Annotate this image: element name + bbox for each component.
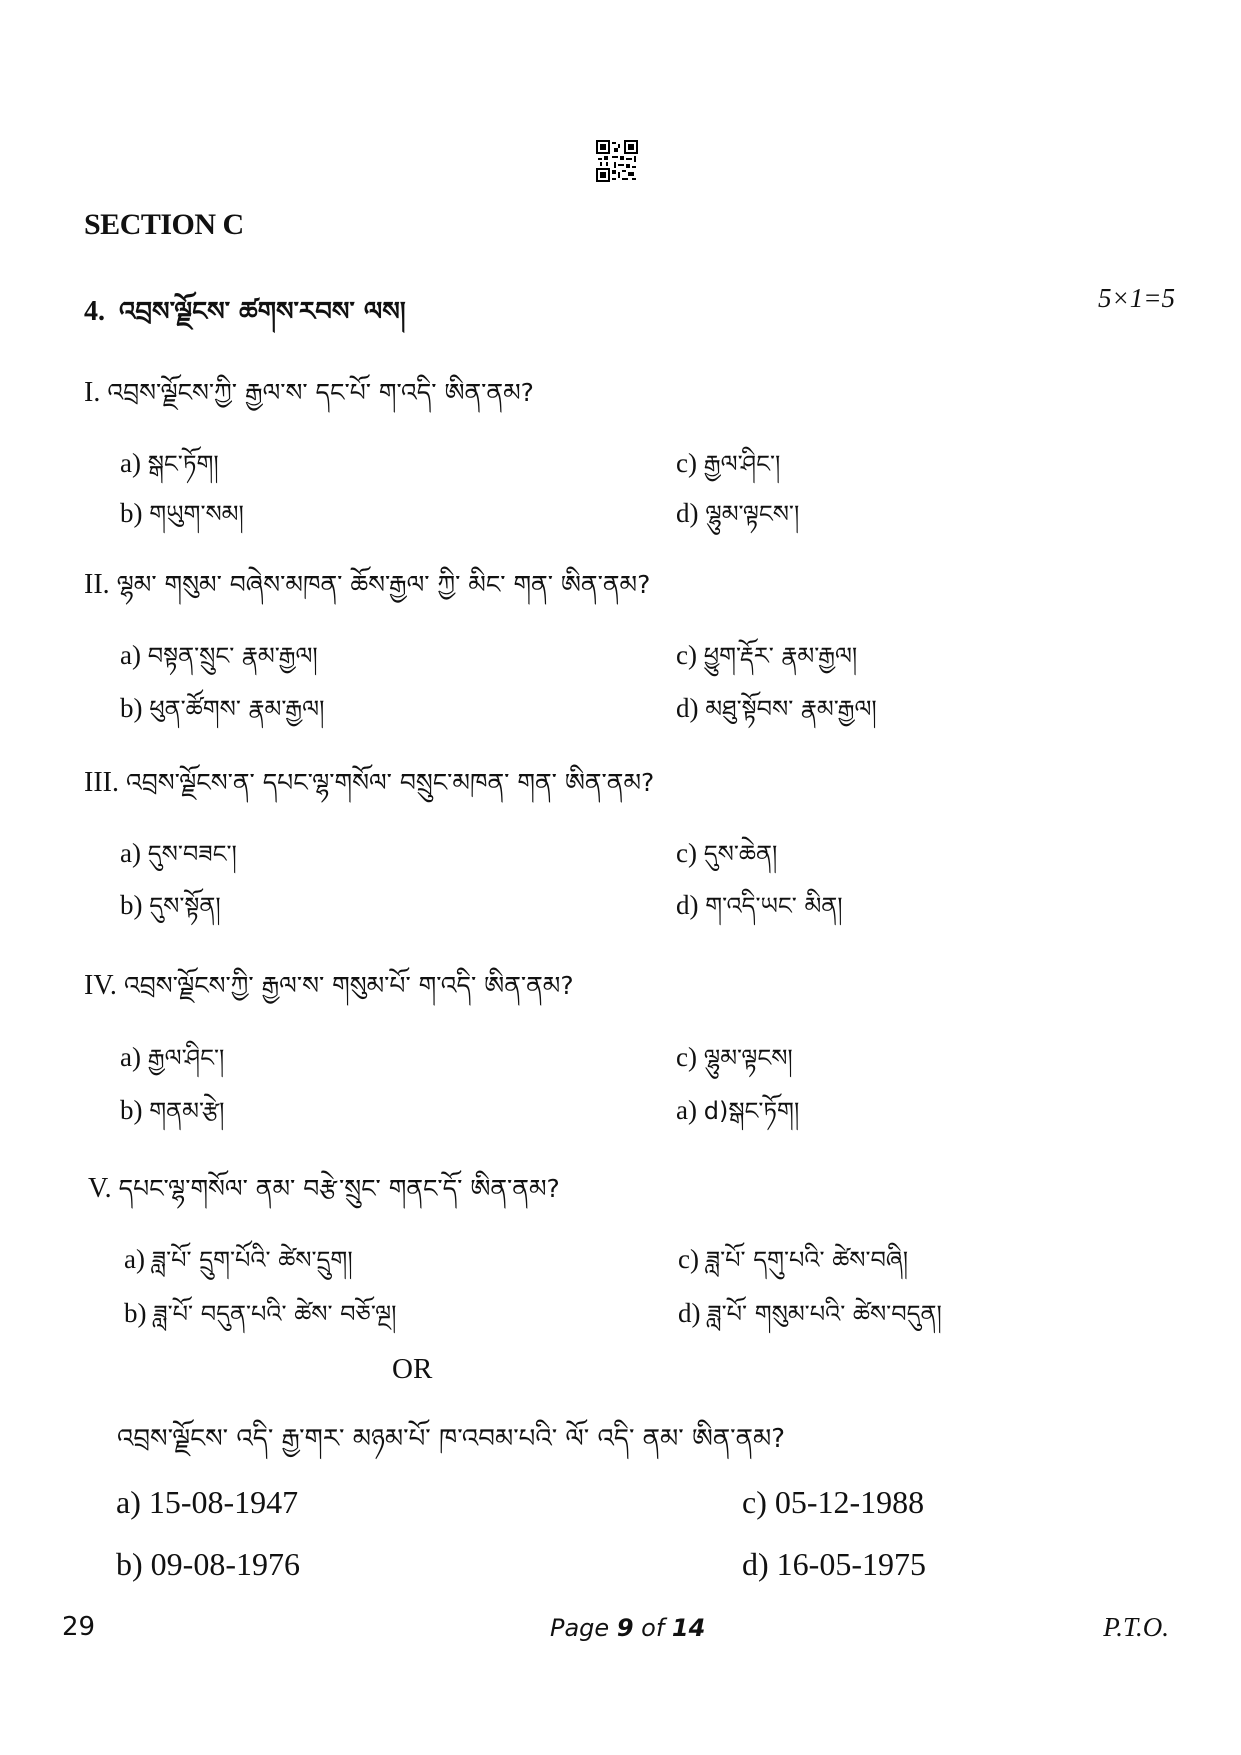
- option-label: a): [124, 1244, 145, 1274]
- item-2-stem: [84, 556, 650, 627]
- option-text: ཕུན་ཚོགས་ རྣམ་རྒྱལ།: [149, 695, 325, 723]
- option-text: གཡུག་སམ།: [149, 500, 244, 528]
- option-text: d)སྒང་ཏོག།: [703, 1097, 800, 1125]
- option-label: a): [116, 1484, 141, 1520]
- item-3-option-d: [676, 880, 843, 947]
- item-2-option-b: [120, 683, 324, 750]
- option-label: d): [678, 1298, 701, 1328]
- option-label: c): [676, 838, 697, 868]
- item-5-stem: [88, 1160, 560, 1231]
- option-text: ལྷུམ་ལྟངས་།: [705, 500, 800, 528]
- or-option-a: [116, 1484, 298, 1521]
- item-text: འབྲས་ལྗོངས་ཀྱི་ རྒྱལ་ས་ དང་པོ་ ག་འདི་ ཨིན་ནམ?: [107, 378, 534, 407]
- option-label: b): [120, 498, 143, 528]
- option-label: b): [120, 890, 143, 920]
- item-1-option-d: [676, 488, 799, 555]
- or-option-c: [742, 1484, 924, 1521]
- option-text: རྒྱལ་ཤིང་།: [703, 450, 781, 478]
- option-label: b): [120, 693, 143, 723]
- question-marks: 5×1=5: [1098, 283, 1175, 313]
- option-label: a): [120, 640, 141, 670]
- option-text: བསྟན་སྲུང་ རྣམ་རྒྱལ།: [147, 642, 318, 670]
- item-3-stem: [84, 754, 654, 825]
- current-page: 9: [616, 1614, 634, 1642]
- item-text: དཔང་ལྷ་གསོལ་ ནམ་ བརྩེ་སྲུང་ གནང་དོ་ ཨིན་ནམ?: [118, 1174, 560, 1203]
- item-number: II.: [84, 569, 110, 600]
- option-label: b): [124, 1298, 147, 1328]
- item-number: IV.: [84, 970, 117, 1001]
- item-number: III.: [84, 767, 119, 798]
- question-number: 4.: [84, 296, 105, 327]
- option-text: གནམ་རྩེ།: [149, 1097, 225, 1125]
- option-label: a): [120, 1042, 141, 1072]
- or-option-d: [742, 1546, 926, 1583]
- option-label: a): [676, 1095, 697, 1125]
- option-text: 09-08-1976: [150, 1546, 300, 1582]
- option-text: ལྷུམ་ལྟངས།: [703, 1044, 793, 1072]
- option-label: d): [676, 693, 699, 723]
- question-text: འབྲས་ལྗོངས་ ཚགས་རབས་ ལས།: [119, 297, 406, 327]
- item-5-option-d: [678, 1288, 942, 1355]
- item-4-option-d: [676, 1085, 799, 1152]
- option-label: a): [120, 448, 141, 478]
- or-option-b: [116, 1546, 300, 1583]
- option-text: ག་འདི་ཡང་ མིན།: [705, 892, 843, 920]
- item-1-stem: [84, 364, 534, 435]
- option-text: དུས་བཟང་།: [147, 840, 237, 868]
- option-text: དུས་ཆེན།: [703, 840, 778, 868]
- paper-code: 29: [62, 1612, 96, 1642]
- option-text: སྒང་ཏོག།: [147, 450, 219, 478]
- option-label: b): [120, 1095, 143, 1125]
- option-label: a): [120, 838, 141, 868]
- page-of: of: [633, 1614, 672, 1642]
- option-text: ཟླ་པོ་ དྲུག་པོའི་ ཚེས་དྲུག།: [151, 1246, 353, 1274]
- item-4-stem: [84, 957, 574, 1028]
- option-text: དུས་སྟོན།: [149, 892, 221, 920]
- option-label: d): [676, 890, 699, 920]
- option-label: c): [676, 448, 697, 478]
- item-number: V.: [88, 1173, 112, 1204]
- option-label: b): [116, 1546, 143, 1582]
- question-heading: [84, 283, 406, 356]
- or-label: OR: [392, 1353, 433, 1385]
- item-text: ལྷམ་ གསུམ་ བཞེས་མཁན་ ཆོས་རྒྱལ་ ཀྱི་ མིང་ གན་ ཨིན་ནམ?: [116, 570, 651, 599]
- option-label: c): [676, 1042, 697, 1072]
- item-5-option-b: [124, 1288, 396, 1355]
- qr-code: [596, 140, 638, 182]
- item-text: འབྲས་ལྗོངས་ན་ དཔང་ལྷ་གསོལ་ བསྲུང་མཁན་ གན་ ཨིན་ནམ?: [125, 768, 655, 797]
- item-2-option-d: [676, 683, 877, 750]
- section-title: SECTION C: [84, 208, 244, 241]
- item-4-option-b: [120, 1085, 225, 1152]
- item-3-option-b: [120, 880, 221, 947]
- option-label: c): [678, 1244, 699, 1274]
- option-label: d): [742, 1546, 769, 1582]
- item-text: འབྲས་ལྗོངས་ཀྱི་ རྒྱལ་ས་ གསུམ་པོ་ ག་འདི་ ཨིན་ནམ?: [123, 971, 574, 1000]
- item-number: I.: [84, 377, 101, 408]
- page-prefix: Page: [550, 1614, 617, 1642]
- option-label: c): [676, 640, 697, 670]
- option-text: ཟླ་པོ་ བདུན་པའི་ ཚེས་ བཅོ་ལྔ།: [153, 1300, 397, 1328]
- option-text: མཐུ་སྟོབས་ རྣམ་རྒྱལ།: [705, 695, 877, 723]
- option-text: ཟླ་པོ་ གསུམ་པའི་ ཚེས་བདུན།: [707, 1300, 942, 1328]
- total-pages: 14: [671, 1614, 706, 1642]
- item-1-option-b: [120, 488, 244, 555]
- option-label: c): [742, 1484, 767, 1520]
- option-text: 05-12-1988: [774, 1484, 925, 1520]
- option-text: 16-05-1975: [776, 1546, 926, 1582]
- option-label: d): [676, 498, 699, 528]
- pto-label: P.T.O.: [1103, 1612, 1169, 1642]
- option-text: 15-08-1947: [148, 1484, 299, 1520]
- option-text: རྒྱལ་ཤིང་།: [147, 1044, 225, 1072]
- page-number: [550, 1614, 705, 1642]
- option-text: ཟླ་པོ་ དགུ་པའི་ ཚེས་བཞི།: [705, 1246, 909, 1274]
- or-question-stem: འབྲས་ལྗོངས་ འདི་ རྒྱ་གར་ མཉམ་པོ་ ཁ་འབམ་པའི་ ལོ་ འདི་ ནམ་ ཨིན་ནམ?: [117, 1424, 786, 1454]
- option-text: ཕྱུག་རྡོར་ རྣམ་རྒྱལ།: [703, 642, 858, 670]
